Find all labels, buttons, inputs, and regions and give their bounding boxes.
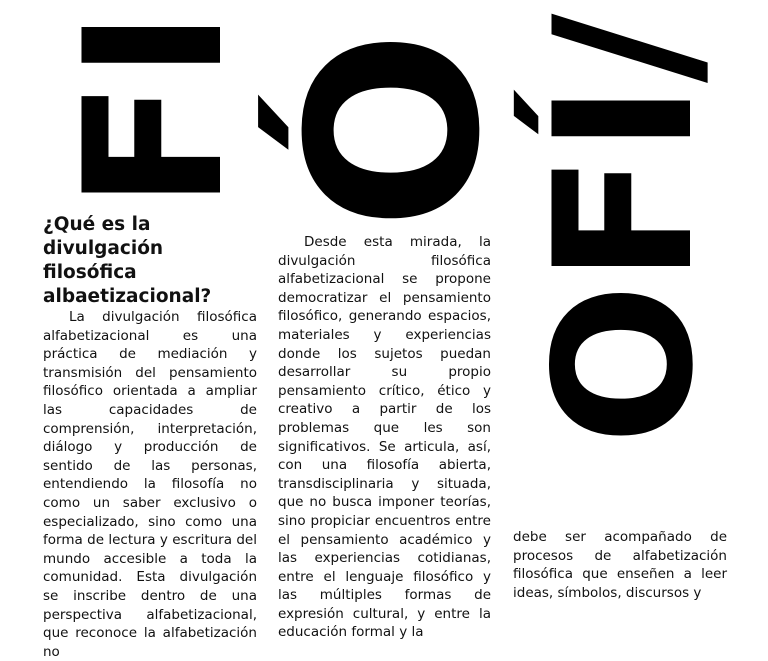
paragraph-column-1: La divulgación filosófica alfabetizacional es una práctica de mediación y transmisión del pensamiento filosófico orientada a ampliar las capacidades de comprensión, interpretación, diálogo y producción de sentido de las personas, entendiendo la filosofía no como un saber exclusivo o especializado, sino como una forma de lectura y escritura del mundo accesible a toda la comunidad. Esta divulgación se inscribe dentro de una perspectiva alfabetizacional, que reconoce la alfabetización no bbox=[43, 309, 257, 660]
article-column-1 bbox=[43, 308, 257, 661]
decor-letter-middle: Ó bbox=[259, 30, 532, 230]
article-column-2 bbox=[278, 233, 491, 642]
article-heading: ¿Qué es la divulgación filosófica albaetizacional? bbox=[43, 214, 212, 307]
paragraph-column-2: Desde esta mirada, la divulgación filosófica alfabetizacional se propone democratizar el pensamiento filosófico, generando espacios, materiales y experiencias donde los sujetos puedan desarrollar su propio pensamiento crítico, ético y creativo a partir de los problemas que les son significativos. Se articula, así, con una filosofía abierta, transdisciplinaria y situada, que no busca imponer teorías, sino propiciar encuentros entre el pensamiento académico y las experiencias cotidianas, entre el lenguaje filosófico y las múltiples formas de expresión cultural, y entre la educación formal y la bbox=[278, 234, 491, 641]
decor-letters-left: FI bbox=[44, 9, 265, 210]
decor-letters-right: OFÍ/ bbox=[514, 13, 735, 445]
paragraph-column-3: debe ser acompañado de procesos de alfabetización filosófica que enseñen a leer ideas, símbolos, discursos y bbox=[513, 529, 727, 601]
article-column-3 bbox=[513, 528, 727, 602]
